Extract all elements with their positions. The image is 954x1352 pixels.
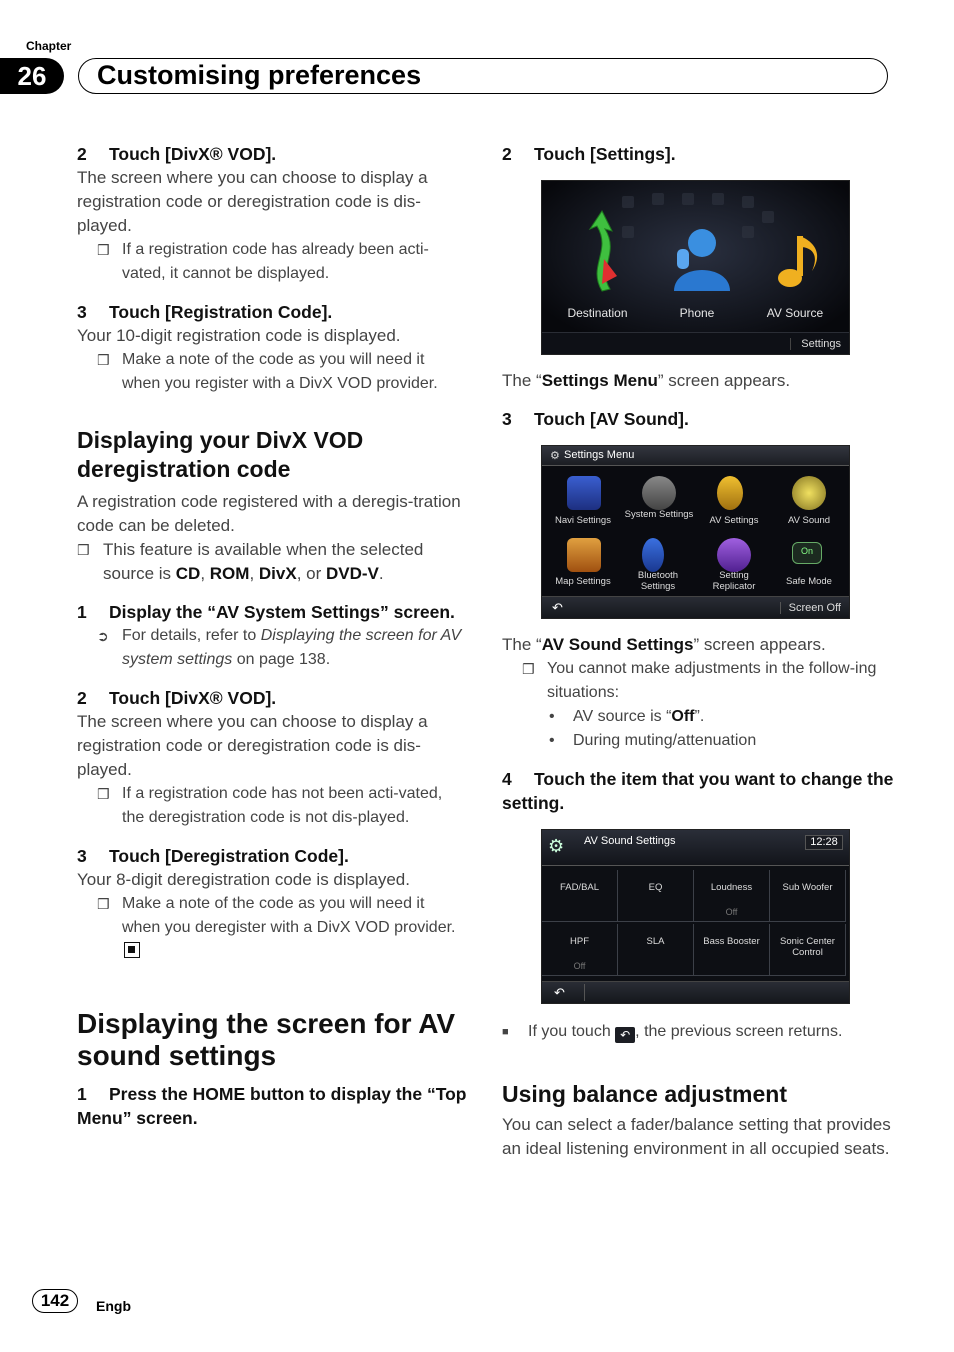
- bottom-bar: [542, 332, 849, 354]
- av-settings-icon[interactable]: [717, 476, 743, 510]
- av-source-label[interactable]: AV Source: [766, 306, 824, 320]
- bass-booster-tile[interactable]: Bass Booster: [694, 924, 770, 976]
- paragraph: You can select a fader/balance setting that provides an ideal listening environment in all occupied seats.: [502, 1115, 891, 1158]
- chapter-title: Customising preferences: [97, 60, 422, 90]
- av-sound-icon[interactable]: [792, 476, 826, 510]
- left-column: [77, 142, 467, 1130]
- note-box-icon: ❒: [77, 542, 90, 558]
- settings-button[interactable]: Settings: [790, 338, 841, 350]
- step-heading: 3 Touch [Deregistration Code].: [77, 846, 349, 866]
- settings-menu-screenshot: [541, 445, 850, 619]
- step-heading: 3 Touch [AV Sound].: [502, 409, 689, 429]
- major-heading: Displaying the screen for AV sound settings: [77, 1008, 456, 1071]
- note-box-icon: ❒: [97, 352, 110, 368]
- setting-replicator-icon[interactable]: [717, 538, 751, 572]
- bluetooth-icon[interactable]: [642, 538, 664, 572]
- bluetooth-settings-label[interactable]: Bluetooth Settings: [637, 570, 679, 592]
- system-settings-label[interactable]: System Settings: [624, 509, 694, 520]
- paragraph: The “Settings Menu” screen appears.: [502, 371, 791, 390]
- hpf-tile[interactable]: HPF Off: [542, 924, 618, 976]
- step-heading: 2 Touch [DivX® VOD].: [77, 144, 277, 164]
- top-menu-screenshot: [541, 180, 850, 355]
- note-box-icon: ❒: [97, 786, 110, 802]
- note-box-icon: ❒: [97, 242, 110, 258]
- note: ❒ Make a note of the code as you will need it when you deregister with a DivX VOD provider.: [77, 892, 467, 964]
- step-heading: 1 Display the “AV System Settings” screen.: [77, 602, 455, 622]
- bottom-bar: [542, 596, 849, 618]
- screen-off-button[interactable]: Screen Off: [780, 602, 841, 614]
- fad-bal-tile[interactable]: FAD/BAL: [542, 870, 618, 922]
- paragraph: The “AV Sound Settings” screen appears.: [502, 635, 826, 654]
- note: ❒ Make a note of the code as you will need it when you register with a DivX VOD provider.: [77, 348, 467, 396]
- paragraph: Your 8-digit deregistration code is displayed.: [77, 870, 410, 889]
- navi-settings-icon[interactable]: [567, 476, 601, 510]
- step-heading: 2 Touch [DivX® VOD].: [77, 688, 277, 708]
- step-heading: 1 Press the HOME button to display the “Top Menu” screen.: [77, 1084, 467, 1128]
- reference-note: ➲ For details, refer to Displaying the screen for AV system settings on page 138.: [77, 624, 467, 672]
- sub-woofer-tile[interactable]: Sub Woofer: [770, 870, 846, 922]
- screen-title: Settings Menu: [564, 449, 635, 461]
- av-sound-label[interactable]: AV Sound: [787, 515, 831, 526]
- back-icon[interactable]: ↶: [552, 600, 563, 615]
- paragraph: A registration code registered with a deregis-tration code can be deleted.: [77, 492, 461, 535]
- note-box-icon: ❒: [522, 661, 535, 677]
- back-icon[interactable]: ↶: [554, 985, 565, 1000]
- bullet-item: • During muting/attenuation: [549, 732, 757, 749]
- right-column: [502, 142, 894, 1161]
- map-settings-icon[interactable]: [567, 538, 601, 572]
- system-settings-icon[interactable]: [642, 476, 676, 510]
- chapter-number: 26: [0, 58, 64, 94]
- screen-title: AV Sound Settings: [584, 835, 676, 847]
- top-menu-art: [542, 181, 850, 355]
- square-bullet-icon: ■: [502, 1026, 509, 1038]
- paragraph: Your 10-digit registration code is displayed.: [77, 326, 401, 345]
- page-reference-link[interactable]: Displaying the screen for AV system settings: [122, 627, 462, 668]
- step-heading: 3 Touch [Registration Code].: [77, 302, 333, 322]
- settings-icon: ⚙: [550, 450, 560, 462]
- screen-title-bar: [542, 830, 849, 866]
- destination-label[interactable]: Destination: [567, 306, 628, 320]
- paragraph: The screen where you can choose to display a registration code or deregistration code is dis-played.: [77, 168, 428, 235]
- bullet-item: • AV source is “Off”.: [549, 708, 705, 725]
- sonic-center-control-tile[interactable]: Sonic Center Control: [770, 924, 846, 976]
- navi-settings-label[interactable]: Navi Settings: [555, 515, 611, 526]
- language-code: Engb: [96, 1298, 131, 1314]
- note: ❒ This feature is available when the selected source is CD, ROM, DivX, or DVD-V.: [77, 540, 424, 583]
- end-mark-icon: [124, 942, 140, 958]
- note-box-icon: ❒: [97, 896, 110, 912]
- step-heading: 2 Touch [Settings].: [502, 144, 676, 164]
- chapter-label: Chapter: [26, 39, 72, 53]
- page-number: 142: [32, 1289, 78, 1313]
- clock: 12:28: [805, 835, 843, 850]
- gears-icon: ⚙: [548, 836, 565, 856]
- safe-mode-icon[interactable]: On: [792, 542, 822, 564]
- av-settings-label[interactable]: AV Settings: [709, 515, 759, 526]
- note: ❒ If a registration code has already been acti-vated, it cannot be displayed.: [77, 238, 467, 286]
- setting-replicator-label[interactable]: Setting Replicator: [712, 570, 756, 592]
- screen-title-bar: [542, 446, 849, 466]
- bottom-bar: [542, 981, 849, 1003]
- eq-tile[interactable]: EQ: [618, 870, 694, 922]
- map-settings-label[interactable]: Map Settings: [555, 576, 611, 587]
- sla-tile[interactable]: SLA: [618, 924, 694, 976]
- phone-label[interactable]: Phone: [679, 306, 715, 320]
- paragraph: The screen where you can choose to display a registration code or deregistration code is dis-played.: [77, 712, 428, 779]
- note: ■ If you touch ↶ , the previous screen returns.: [502, 1020, 894, 1044]
- loudness-tile[interactable]: Loudness Off: [694, 870, 770, 922]
- back-icon: ↶: [615, 1027, 635, 1043]
- section-heading: Using balance adjustment: [502, 1081, 788, 1107]
- step-heading: 4 Touch the item that you want to change the setting.: [502, 769, 894, 813]
- note: ❒ If a registration code has not been acti-vated, the deregistration code is not dis-played.: [77, 782, 467, 830]
- safe-mode-label[interactable]: Safe Mode: [786, 576, 832, 587]
- section-heading: Displaying your DivX VOD deregistration code: [77, 427, 364, 482]
- av-sound-settings-screenshot: [541, 829, 850, 1004]
- arrow-icon: ➲: [97, 628, 109, 644]
- note: ❒ You cannot make adjustments in the follow-ing situations:: [502, 657, 894, 705]
